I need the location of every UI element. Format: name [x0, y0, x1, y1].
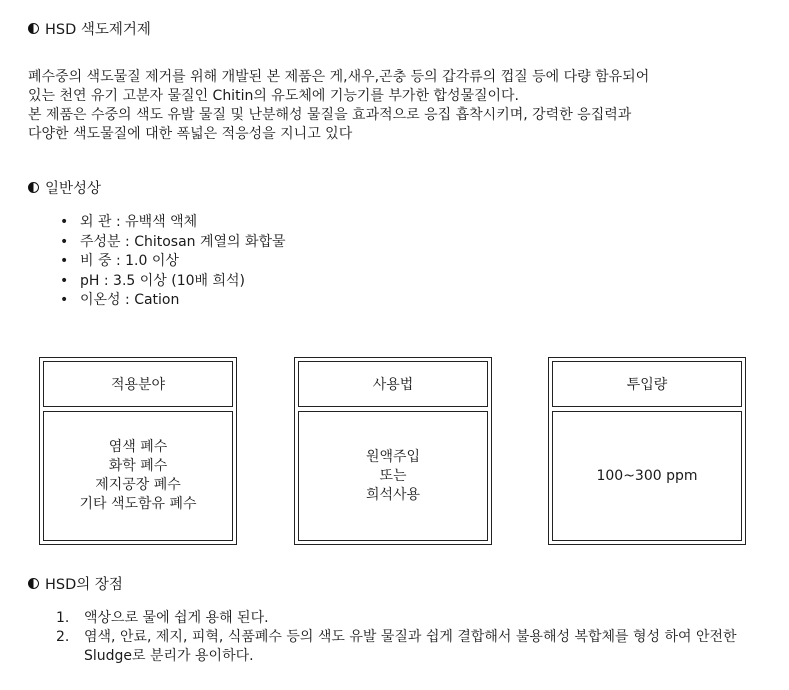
box-body — [298, 411, 488, 541]
section-heading-properties — [28, 177, 101, 198]
intro-line: 본 제품은 수중의 색도 유발 물질 및 난분해성 물질을 효과적으로 응집 흡착시키며, 강력한 응집력과 — [28, 107, 632, 123]
application-box — [39, 357, 237, 545]
box-line: 화학 폐수 — [108, 458, 168, 474]
advantage-number: 1. — [56, 610, 70, 626]
intro-line: 다양한 색도물질에 대한 폭넓은 적응성을 지니고 있다 — [28, 126, 353, 142]
advantage-number: 2. — [56, 629, 70, 645]
box-header: 사용법 — [298, 361, 488, 407]
advantage-item — [56, 609, 756, 628]
box-line: 원액주입 — [365, 448, 421, 465]
section-heading-title — [28, 18, 151, 39]
property-item: • pH : 3.5 이상 (10배 희석) — [60, 272, 286, 292]
box-line: 또는 — [379, 467, 407, 484]
intro-paragraph — [28, 68, 768, 144]
advantage-item — [56, 628, 756, 666]
section-heading-advantages — [28, 573, 123, 594]
intro-line: 폐수중의 색도물질 제거를 위해 개발된 본 제품은 게,새우,곤충 등의 갑각류의 껍질 등에 다량 함유되어 — [28, 69, 650, 85]
advantage-text: 염색, 안료, 제지, 피혁, 식품폐수 등의 색도 유발 물질과 쉽게 결합해서 불용해성 복합체를 형성 하여 안전한 Sludge로 분리가 용이하다. — [84, 629, 737, 664]
box-body — [552, 411, 742, 541]
box-line: 100~300 ppm — [596, 467, 698, 484]
usage-box — [294, 357, 492, 545]
box-line: 기타 색도함유 폐수 — [79, 496, 197, 512]
advantages-list — [56, 609, 756, 666]
half-circle-bullet-icon — [28, 578, 39, 589]
half-circle-bullet-icon — [28, 182, 39, 193]
properties-heading: 일반성상 — [45, 181, 102, 197]
property-item: • 외 관 : 유백색 액체 — [60, 213, 286, 233]
property-item: • 이온성 : Cation — [60, 291, 286, 311]
box-line: 염색 폐수 — [108, 439, 168, 455]
box-body — [43, 411, 233, 541]
half-circle-bullet-icon — [28, 23, 39, 34]
box-line: 제지공장 폐수 — [95, 477, 181, 493]
dosage-box — [548, 357, 746, 545]
advantages-heading: HSD의 장점 — [45, 577, 123, 593]
property-item: • 비 중 : 1.0 이상 — [60, 252, 286, 272]
box-header: 투입량 — [552, 361, 742, 407]
box-header: 적용분야 — [43, 361, 233, 407]
advantage-text: 액상으로 물에 쉽게 용해 된다. — [84, 610, 269, 626]
properties-list — [60, 213, 286, 311]
intro-line: 있는 천연 유기 고분자 물질인 Chitin의 유도체에 기능기를 부가한 합성물질이다. — [28, 88, 520, 104]
box-line: 희석사용 — [365, 486, 421, 503]
product-title: HSD 색도제거제 — [45, 22, 151, 38]
property-item: • 주성분 : Chitosan 계열의 화합물 — [60, 233, 286, 253]
